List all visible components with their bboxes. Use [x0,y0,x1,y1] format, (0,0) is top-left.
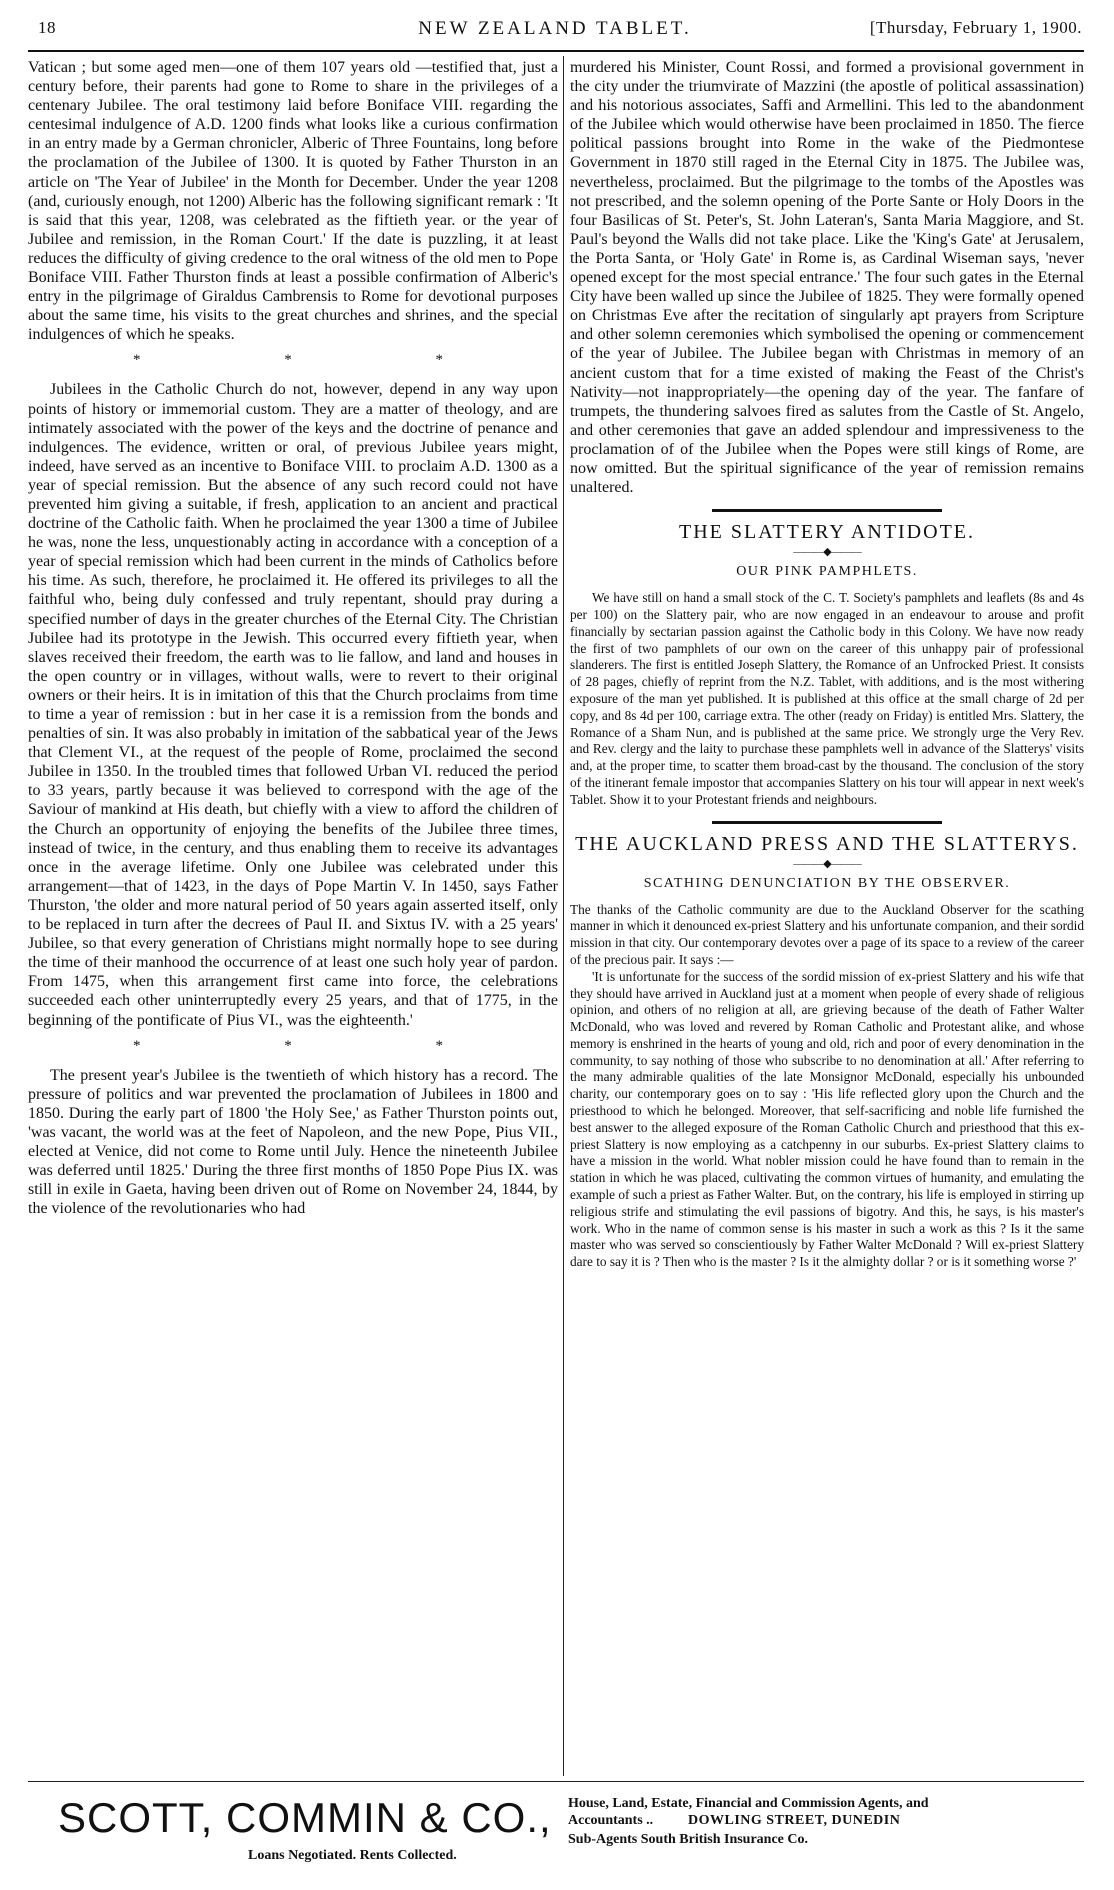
article-subheading-scathing: SCATHING DENUNCIATION BY THE OBSERVER. [643,875,1011,891]
observer-intro: The thanks of the Catholic community are due to the Auckland Observer for the scathing manner in which it denounced ex-priest Slattery and his unfortunate companion, and their sordid mission in that city. Our contemporary devotes over a page of its space to a review of the career of the precious pair. It says :— [570,901,1084,967]
advert-services: House, Land, Estate, Financial and Commission Agents, and [568,1796,929,1811]
newspaper-title: NEW ZEALAND TABLET. [418,18,692,39]
masthead [28,18,1082,50]
jubilee-continuation: murdered his Minister, Count Rossi, and formed a provisional government in the city under the triumvirate of Mazzini (the apostle of political assassination) and his notorious associates, Saffi and Armellini. This led to the abandonment of the Jubilee which would otherwise have been proclaimed in 1850. The fierce political passions brought into Rome in the wake of the Piedmontese Government in 1870 still raged in the Eternal City in 1875. The Jubilee was, nevertheless, proclaimed. But the pilgrimage to the tombs of the Apostles was not prescribed, and the solemn opening of the Porte Sante or Holy Doors in the four Basilicas of St. Peter's, St. John Lateran's, Santa Maria Maggiore, and St. Paul's beyond the Walls did not take place. Like the 'King's Gate' at Jerusalem, the Porta Santa, or 'Holy Gate' in Rome is, as Cardinal Wiseman says, 'never opened except for the most special entrance.' The four such gates in the Eternal City have been walled up since the Jubilee of 1825. They were formally opened on Christmas Eve after the recitation of singularly apt prayers from Scripture and other solemn ceremonies which symbolised the opening or commencement of the year of Jubilee. The Jubilee began with Christmas in memory of an ancient custom that for a time existed of making the Feast of the Christ's Nativity—not inappropriately—the opening day of the year. The fanfare of trumpets, the thundering salvoes fired as salutes from the Castle of St. Angelo, and other ceremonies that gave an added splendour and impressiveness to the proclamation of of the Jubilee when the Popes were still kings of Rome, are now omitted. But the spiritual significance of the year of remission remains unaltered. [570,59,1084,497]
section-separator: * * * [133,352,513,369]
jubilee-paragraph-3: The present year's Jubilee is the twentieth of which history has a record. The pressure of politics and war prevented the proclamation of Jubilees in 1800 and 1850. During the early part of 1800 'the Holy See,' as Father Thurston points out, 'was vacant, the world was at the feet of Napoleon, and the new Pope, Pius VII., elected at Venice, did not come to Rome until July. Hence the nineteenth Jubilee was deferred until 1825.' During the three first months of 1850 Pope Pius IX. was still in exile in Gaeta, having been driven out of Rome on November 24, 1844, by the violence of the revolutionaries who had [28,1066,558,1218]
diamond-rule: ———◆——— [793,546,861,559]
advertisement [28,1790,1084,1880]
article-heading-auckland-press: THE AUCKLAND PRESS AND THE SLATTERYS. [575,832,1079,855]
advert-brand: SCOTT, COMMIN & CO., [58,1794,552,1841]
left-column [28,58,558,1773]
article-heading-slattery-antidote: THE SLATTERY ANTIDOTE. [678,521,975,544]
masthead-rule [28,50,1084,52]
observer-quote: 'It is unfortunate for the success of the sordid mission of ex-priest Slattery and his wife that they should have arrived in Auckland just at a moment when people of every shade of religious opinion, and others of no religion at all, are grieving because of the death of Father Walter McDonald, who was loved and revered by Roman Catholic and Protestant alike, and whose memory is enshrined in the hearts of young and old, rich and poor of every denomination in the community, to say nothing of those who subscribe to no denomination at all.' After referring to the many admirable qualities of the late Monsignor McDonald, especially his unbounded charity, our contemporary goes on to say : 'His life reflected glory upon the Church and the priesthood to which he belonged. Moreover, that self-sacrificing and noble life furnished the best answer to the alleged exposure of the Roman Catholic Church and priesthood that this ex-priest Slattery is now employing as a catchpenny in our suburbs. Ex-priest Slattery claims to have a mission in the world. What nobler mission could he have found than to remain in the station in which he was placed, cultivating the common virtues of humanity, and emulating the example of such a priest as Father Walter. But, on the contrary, his life is employed in stirring up religious strife and stimulating the evil passions of bigotry. And this, he says, is his master's work. Who in the name of common sense is his master in such a work as this ? Is it the same master who was served so conscientiously by Father Walter McDonald ? Will ex-priest Slattery dare to say it is ? Then who is the master ? Is it the almighty dollar ? or is it something worse ?' [570,968,1084,1270]
article-rule [712,509,942,512]
advert-rule [28,1781,1084,1782]
section-separator: * * * [133,1037,513,1054]
advert-address: DOWLING STREET, DUNEDIN [688,1813,901,1828]
pamphlets-body: We have still on hand a small stock of the C. T. Society's pamphlets and leaflets (8s and 4s per 100) on the Slattery pair, who are now engaged in an endeavour to arouse and profit financially by sectarian passion against the Catholic body in this Colony. We have now ready the first of two pamphlets of our own on the career of this unhappy pair of professional slanderers. The first is entitled Joseph Slattery, the Romance of an Unfrocked Priest. It consists of 28 pages, chiefly of reprint from the N.Z. Tablet, with additions, and is the most withering exposure of the man yet published. It is published at this office at the small charge of 2d per copy, and 8s 4d per 100, carriage extra. The other (ready on Friday) is entitled Mrs. Slattery, the Romance of a Sham Nun, and is published at the same price. We strongly urge the Very Rev. and Rev. clergy and the laity to purchase these pamphlets well in advance of the Slatterys' visits and, at the proper time, to scatter them broad-cast by the thousand. The conclusion of the story of the itinerant female impostor that accompanies Slattery on his tour will appear in next week's Tablet. Show it to your Protestant friends and neighbours. [570,590,1084,807]
advert-agents: Sub-Agents South British Insurance Co. [568,1832,808,1847]
article-subheading-pink-pamphlets: OUR PINK PAMPHLETS. [736,564,918,580]
diamond-rule: ———◆——— [793,857,861,870]
advert-brand-tagline: Loans Negotiated. Rents Collected. [248,1848,457,1863]
page-number: 18 [38,18,56,37]
jubilee-paragraph-2: Jubilees in the Catholic Church do not, however, depend in any way upon points of history or immemorial custom. They are a matter of theology, and are intimately associated with the power of the keys and the doctrine of penance and indulgences. The evidence, written or oral, of previous Jubilee years might, indeed, have served as an incentive to Boniface VIII. to proclaim A.D. 1300 as a year of special remission. But the absence of any such record could not have prevented him giving a suitable, if fresh, application to an ancient and practical doctrine of the Catholic faith. When he proclaimed the year 1300 a time of Jubilee he was, none the less, unquestionably acting in accordance with a conception of a year of special remission which had been current in the minds of Catholics before his time. As such, therefore, he proclaimed it. He offered its privileges to all the faithful who, being duly confessed and truly repentant, should pray during a specified number of days in the greater churches of the Eternal City. The Christian Jubilee had its prototype in the Jewish. This occurred every fiftieth year, when slaves received their freedom, the earth was to lie fallow, and land and houses in the open country or in villages, without walls, were to revert to their original owners or their heirs. It is in imitation of this that the Church proclaims from time to time a year of remission : but in her case it is a remission from the bonds and penalties of sin. It was also probably in imitation of the sabbatical year of the Jews that Clement VI., at the request of the people of Rome, proclaimed the second Jubilee in 1350. In the troubled times that followed Urban VI. reduced the period to 33 years, partly because it was believed to correspond with the age of the Saviour of mankind at His death, but chiefly with a view to afford the children of the Church an opportunity of enjoying the benefits of the Jubilee three times, instead of twice, in the century, and thus enabling them to receive its advantages once in the average lifetime. Only one Jubilee was celebrated under this arrangement—that of 1423, in the days of Pope Martin V. In 1450, says Father Thurston, 'the older and more natural period of 50 years again asserted itself, only to be replaced in turn after the decrees of Paul II. and Sixtus IV. with a 25 years' Jubilee, so that every generation of Christians might normally hope to see during the time of their manhood the occurrence of at least one such holy year of pardon. From 1475, when this arrangement first came into force, the celebrations succeeded each other uninterruptedly every 25 years, and that of 1775, in the beginning of the pontificate of Pius VI., was the eighteenth.' [28,381,558,1029]
issue-date: [Thursday, February 1, 1900. [869,18,1082,37]
advert-accountants: Accountants .. [568,1813,654,1828]
jubilee-paragraph-1: Vatican ; but some aged men—one of them 107 years old —testified that, just a century before, their parents had gone to Rome to share in the privileges of a centenary Jubilee. The oral testimony laid before Boniface VIII. regarding the centesimal indulgence of A.D. 1200 finds what looks like a curious confirmation in an entry made by a German chronicler, Alberic of Three Fountains, long before the proclamation of the Jubilee of 1300. It is quoted by Father Thurston in an article on 'The Year of Jubilee' in the Month for December. Under the year 1208 (and, curiously enough, not 1200) Alberic has the following significant remark : 'It is said that this year, 1208, was celebrated as the fiftieth year. or the year of Jubilee and remission, in the Roman Court.' If the date is puzzling, it at least reduces the difficulty of giving credence to the oral witness of the old men to Pope Boniface VIII. Father Thurston finds at least a possible confirmation of Alberic's entry in the pilgrimage of Giraldus Cambrensis to Rome for devotional purposes about the same time, his visits to the great churches and shrines, and the special indulgences of which he speaks. [28,59,558,344]
column-divider [563,56,564,1776]
right-column [570,58,1084,1773]
article-rule [712,821,942,824]
